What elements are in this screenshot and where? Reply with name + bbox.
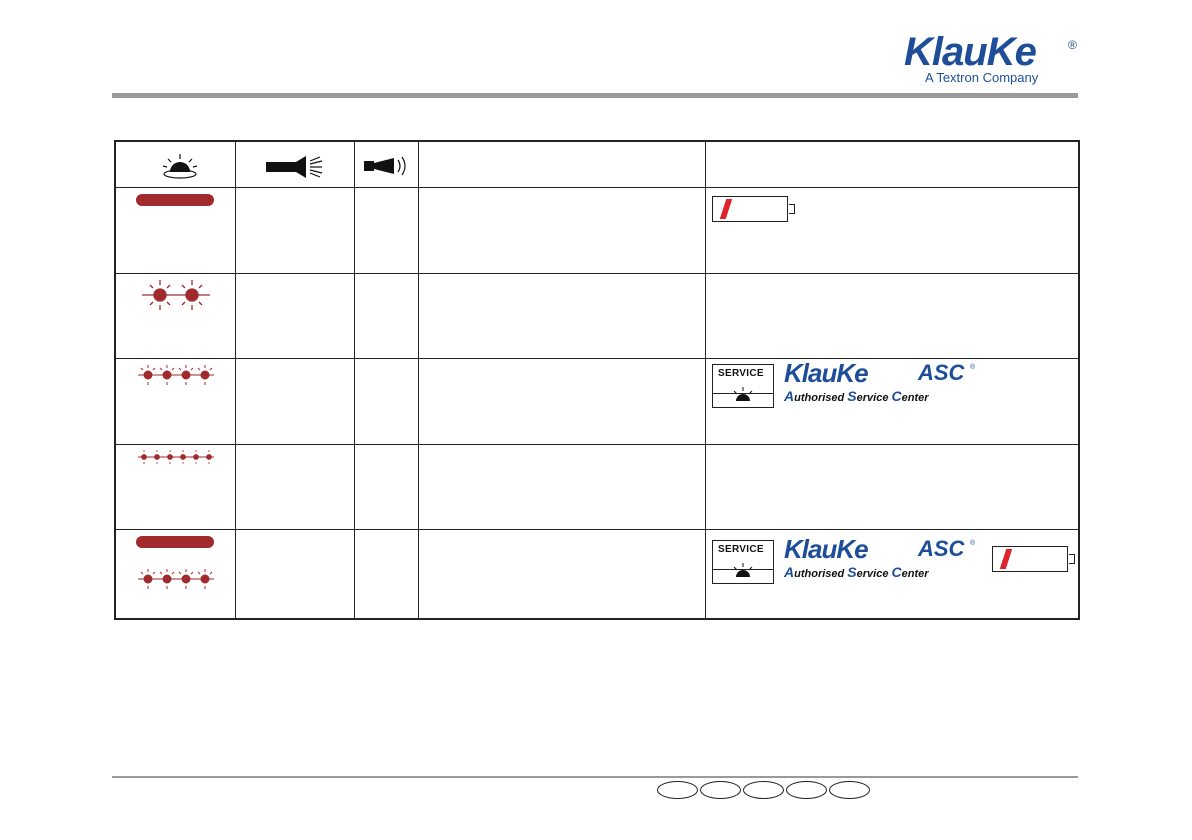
led-4-flashes-icon bbox=[136, 364, 216, 386]
battery-low-slash bbox=[1000, 549, 1012, 569]
status-table bbox=[114, 140, 1080, 620]
row-divider bbox=[116, 187, 1078, 188]
battery-tip bbox=[1069, 554, 1075, 564]
col-divider bbox=[235, 142, 236, 618]
asc-logo bbox=[712, 534, 982, 586]
asc-mark: ASC bbox=[918, 536, 965, 561]
asc-logo bbox=[712, 358, 982, 410]
language-oval[interactable] bbox=[700, 781, 741, 799]
col-divider bbox=[705, 142, 706, 618]
led-steady-red bbox=[136, 194, 214, 206]
warning-light-icon bbox=[160, 152, 200, 180]
horn-icon bbox=[362, 152, 412, 180]
battery-icon bbox=[712, 196, 788, 222]
led-2-flashes-icon bbox=[140, 278, 212, 312]
logo-brand: KlauKe bbox=[904, 30, 1036, 74]
asc-subtitle: Authorised Service Center bbox=[784, 388, 929, 404]
battery-low-slash bbox=[720, 199, 732, 219]
service-badge bbox=[712, 540, 774, 584]
logo-tagline: A Textron Company bbox=[925, 70, 1039, 85]
asc-brand: KlauKe bbox=[784, 358, 868, 388]
asc-subtitle: Authorised Service Center bbox=[784, 564, 929, 580]
service-light-icon bbox=[729, 385, 757, 407]
language-oval[interactable] bbox=[829, 781, 870, 799]
language-oval[interactable] bbox=[657, 781, 698, 799]
low-battery-cell bbox=[992, 546, 1068, 572]
col-divider bbox=[418, 142, 419, 618]
battery-tip bbox=[789, 204, 795, 214]
led-4-flashes-icon bbox=[136, 568, 216, 590]
asc-mark: ASC bbox=[918, 360, 965, 385]
low-battery-cell bbox=[712, 196, 788, 222]
service-badge bbox=[712, 364, 774, 408]
klauke-logo bbox=[900, 30, 1080, 92]
asc-registered: ® bbox=[970, 364, 976, 371]
flashlight-icon bbox=[264, 152, 328, 180]
service-line bbox=[713, 569, 773, 570]
row-divider bbox=[116, 529, 1078, 530]
led-6-flashes-icon bbox=[136, 449, 216, 465]
logo-registered: ® bbox=[1068, 38, 1077, 52]
language-oval[interactable] bbox=[743, 781, 784, 799]
battery-icon bbox=[992, 546, 1068, 572]
row-divider bbox=[116, 358, 1078, 359]
language-oval[interactable] bbox=[786, 781, 827, 799]
asc-registered: ® bbox=[970, 540, 976, 547]
service-line bbox=[713, 393, 773, 394]
asc-brand: KlauKe bbox=[784, 534, 868, 564]
led-steady-red bbox=[136, 536, 214, 548]
service-label: SERVICE bbox=[718, 368, 764, 379]
col-divider bbox=[354, 142, 355, 618]
language-ovals bbox=[657, 781, 870, 799]
footer-rule bbox=[112, 776, 1078, 778]
row-divider bbox=[116, 273, 1078, 274]
row-divider bbox=[116, 444, 1078, 445]
header-rule bbox=[112, 93, 1078, 98]
service-light-icon bbox=[729, 561, 757, 583]
service-label: SERVICE bbox=[718, 544, 764, 555]
